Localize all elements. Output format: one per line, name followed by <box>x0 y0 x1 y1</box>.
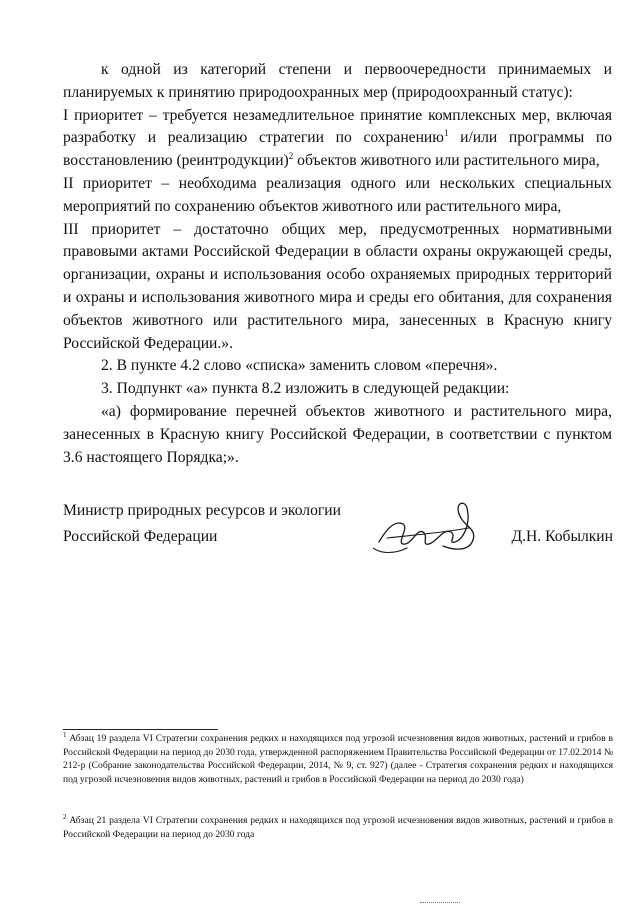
paragraph-priority-1 <box>63 105 612 173</box>
handwritten-signature <box>373 498 493 560</box>
body-text <box>63 59 612 469</box>
footnote-2-marker: 2 <box>63 813 67 822</box>
paragraph-priority-2: II приоритет – необходима реализация одного или нескольких специальных мероприятий по сохранению объектов животного или растительного мира, <box>63 174 612 215</box>
footnote-2 <box>63 814 613 841</box>
priority-1-text-c: объектов животного или растительного мира, <box>293 152 600 170</box>
paragraph-subitem-a: «а) формирование перечней объектов животного и растительного мира, занесенных в Красную книгу Российской Федерации, в соответствии с пунктом 3.6 настоящего Порядка;». <box>63 402 612 466</box>
signature-block <box>63 498 613 558</box>
signatory-title-line-2: Российской Федерации <box>63 528 218 545</box>
footnote-1 <box>63 732 613 786</box>
footnote-1-marker: 1 <box>63 730 67 739</box>
footnote-separator <box>63 729 218 730</box>
footnote-2-text: Абзац 21 раздела VI Стратегии сохранения редких и находящихся под угрозой исчезновения видов животных, растений и грибов в Российской Федерации на период до 2030 года <box>63 815 613 840</box>
footnote-ref-2: 2 <box>288 151 294 161</box>
paragraph-item-3: 3. Подпункт «а» пункта 8.2 изложить в следующей редакции: <box>101 380 510 398</box>
signatory-title-line-1: Министр природных ресурсов и экологии <box>63 502 341 519</box>
signatory-name: Д.Н. Кобылкин <box>511 528 613 545</box>
footnotes <box>63 732 613 842</box>
footnote-ref-1: 1 <box>443 128 449 139</box>
paragraph-item-2: 2. В пункте 4.2 слово «списка» заменить словом «перечня». <box>101 357 498 375</box>
priority-1-text-b: и/или программы по восстановлению (реинтродукции) <box>63 129 612 170</box>
paragraph-status-categories: к одной из категорий степени и первоочередности принимаемых и планируемых к принятию природоохранных мер (природоохранный статус): <box>63 61 612 101</box>
paragraph-priority-3: III приоритет – достаточно общих мер, предусмотренных нормативными правовыми актами Российской Федерации в области охраны окружающей среды, организации, охраны и использования особо охраняемых природных территорий и охраны и использования животного мира и среды его обитания, для сохранения объектов животного или растительного мира, занесенных в Красную книгу Российской Федерации.». <box>63 220 612 352</box>
priority-1-text-a: I приоритет – требуется незамедлительное принятие комплексных мер, включая разработку и реализацию стратегии по сохранению <box>63 106 612 147</box>
footnote-1-text: Абзац 19 раздела VI Стратегии сохранения редких и находящихся под угрозой исчезновения видов животных, растений и грибов в Российской Федерации на период до 2030 года, утвержденной распоряжением Правительства Российской Федерации от 17.02.2014 № 212-р (Собрание законодательства Российской Федерации, 2014, № 9, ст. 927) (далее - Стратегия сохранения редких и находящихся под угрозой исчезновения видов животных, растений и грибов в Российской Федерации на период до 2030 года) <box>63 733 613 785</box>
